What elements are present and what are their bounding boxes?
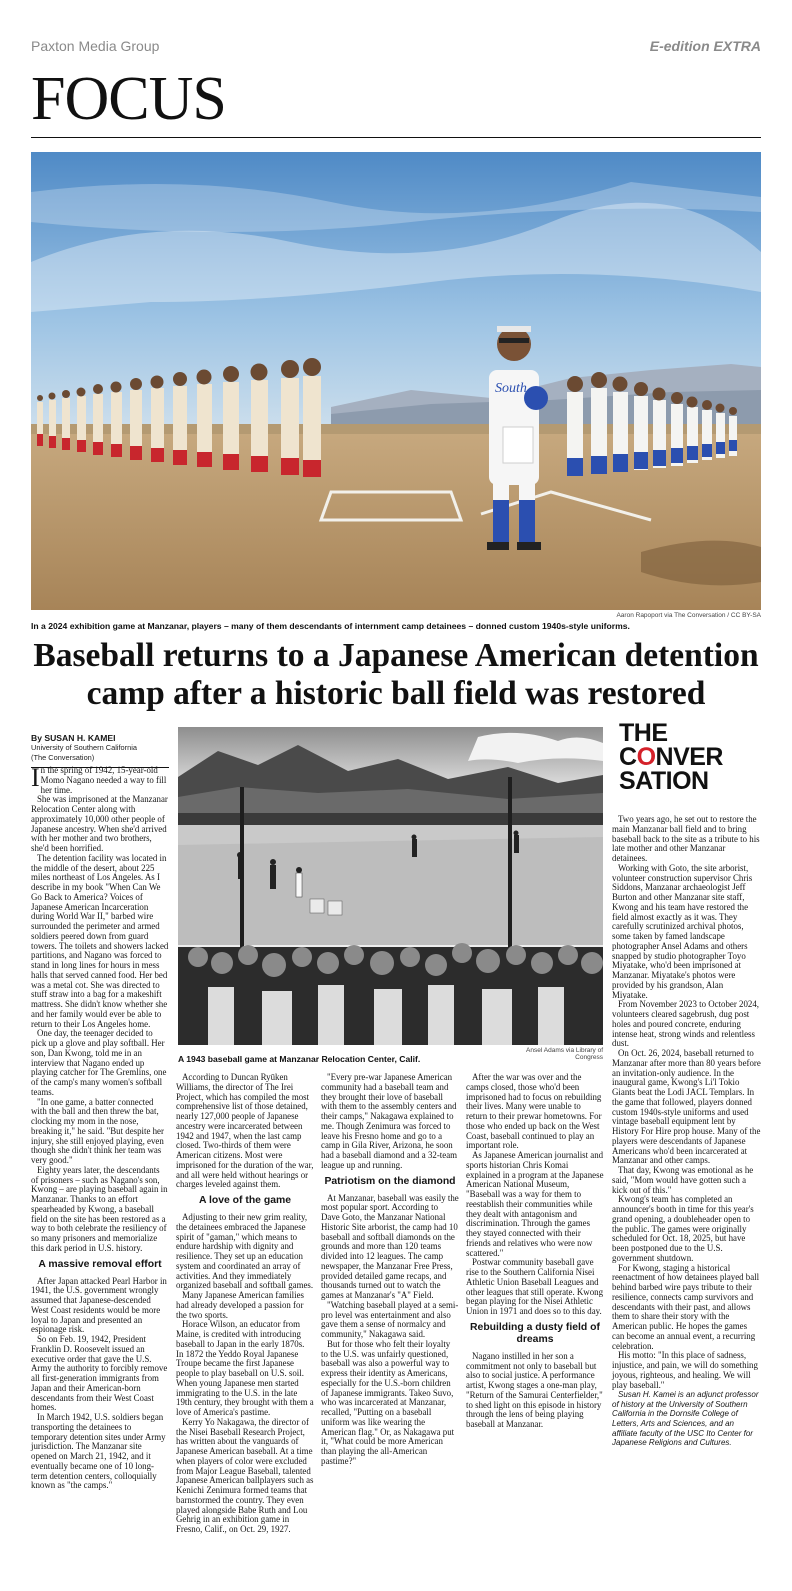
article-column-5 bbox=[612, 815, 761, 1448]
archival-photo-credit: Ansel Adams via Library of Congress bbox=[526, 1047, 603, 1061]
author-note: Susan H. Kamei is an adjunct professor of history at the University of Southern California in the Dornsife College of Letters, Arts and Sciences, and an affiliate faculty of the USC Ito Center for Japanese Religions and Cultures. bbox=[612, 1390, 759, 1448]
logo-line-3: SATION bbox=[619, 767, 709, 795]
masthead-rule bbox=[31, 137, 761, 138]
drop-cap: I bbox=[31, 763, 40, 792]
paragraph: Eighty years later, the descendants of prisoners – such as Nagano's son, Kwong – are playing baseball again in Manzanar. Thanks to an effort spearheaded by Kwong, a baseball field on the site has been restored as a way to both celebrate the resiliency of so many prisoners and memorialize this dark period in U.S. history. bbox=[31, 1164, 168, 1253]
archival-photo-illustration bbox=[178, 727, 603, 1045]
paragraph: "In one game, a batter connected with the ball and then threw the bat, clocking my mom in the nose, breaking it," he said. "But despite her injury, she still enjoyed playing, even though she didn't think her team was very good." bbox=[31, 1096, 164, 1165]
paragraph: After the war was over and the camps closed, those who'd been imprisoned had to focus on rebuilding their lives. Many were unable to return to their prewar hometowns. For those who ended up back on the West Coast, baseball continued to play an important role. bbox=[466, 1072, 602, 1151]
logo-line-2: CONVER bbox=[619, 743, 723, 771]
article-column-3 bbox=[321, 1073, 459, 1467]
publisher-name: Paxton Media Group bbox=[31, 38, 160, 54]
author-affiliation: University of Southern California bbox=[31, 743, 137, 752]
paragraph: At Manzanar, baseball was easily the most popular sport. According to Dave Goto, the Manzanar National Historic Site arborist, the camp had 10 baseball and softball diamonds on the grounds and more than 120 teams divided into 12 leagues. The camp newspaper, the Manzanar Free Press, provided detailed game recaps, and thousands turned out to watch the games at Manzanar's "A" Field. bbox=[321, 1192, 459, 1300]
byline bbox=[31, 733, 169, 763]
paragraph: She was imprisoned at the Manzanar Relocation Center along with approximately 10,000 other people of Japanese ancestry. When she'd arrived with her mother and two brothers, she'd been horrified. bbox=[31, 794, 168, 853]
paragraph: Kerry Yo Nakagawa, the director of the Nisei Baseball Research Project, has written about the vanguards of Japanese American baseball. At a time when players of color were excluded from Major League Baseball, talented Japanese American ballplayers such as Kenichi Zenimura formed teams that barnstormed the country. They even played alongside Babe Ruth and Lou Gehrig in an exhibition game in Fresno, Calif., on Oct. 29, 1927. bbox=[176, 1416, 314, 1534]
paragraph: Working with Goto, the site arborist, volunteer construction supervisor Chris Siddons, Manzanar archaeologist Jeff Burton and other Manzanar site staff, Kwong and his team have restored the field almost exactly as it was. They carefully scrutinized archival photos, some taken by famed landscape photographer Ansel Adams and others snapped by studio photographer Toyo Miyatake, who'd been imprisoned at Manzanar. Miyatake's photos were provided by his grandson, Alan Miyatake. bbox=[612, 862, 753, 1000]
source-attribution: (The Conversation) bbox=[31, 753, 95, 762]
paragraph: That day, Kwong was emotional as he said, "Mom would have gotten such a kick out of this." bbox=[612, 1165, 754, 1195]
paragraph: Kwong's team has completed an announcer's booth in time for this year's grand opening, a doubleheader open to the public. The games were originally scheduled for Oct. 18, 2025, but have been postponed due to the U.S. government shutdown. bbox=[612, 1194, 754, 1263]
paragraph: According to Duncan Ryūken Williams, the director of The Irei Project, which has compiled the most comprehensive list of those detained, nearly 127,000 people of Japanese ancestry were incarcerated between 1942 and 1947, when the last camp closed. Two-thirds of them were American citizens. Most were imprisoned for the duration of the war, and all were held without hearings or charges leveled against them. bbox=[176, 1072, 314, 1190]
paragraph: Adjusting to their new grim reality, the detainees embraced the Japanese spirit of "gaman," which means to endure hardship with dignity and resilience. They set up an education system and coordinated an array of activities. And they immediately organized baseball and softball games. bbox=[176, 1212, 314, 1291]
paragraph: So on Feb. 19, 1942, President Franklin D. Roosevelt issued an executive order that gave the U.S. Army the authority to forcibly remove all first-generation immigrants from Japan and their American-born descendants from their West Coast homes. bbox=[31, 1334, 168, 1413]
paragraph: Nagano instilled in her son a commitment not only to baseball but also to social justice. A performance artist, Kwong stages a one-man play, "Return of the Samurai Centerfielder," to shed light on this episode in history through the lens of being playing baseball at Manzanar. bbox=[466, 1350, 603, 1429]
hero-photo-caption: In a 2024 exhibition game at Manzanar, players – many of them descendants of internment camp detainees – donned custom 1940s-style uniforms. bbox=[31, 621, 630, 631]
paragraph: But for those who felt their loyalty to the U.S. was unfairly questioned, baseball was also a powerful way to express their identity as Americans, especially for the U.S.-born children of Japanese immigrants. Takeo Suvo, who was incarcerated at Manzanar, recalled, "Putting on a baseball uniform was like wearing the American flag." Or, as Nakagawa put it, "What could be more American than playing the all-American pastime?" bbox=[321, 1338, 455, 1466]
paragraph: For Kwong, staging a historical reenactment of how detainees played ball behind barbed wire pays tribute to their resilience, connects camp survivors and descendants with their past, and allows them to share their story with the American public. He hopes the games can become an annual event, a recurring celebration. bbox=[612, 1262, 760, 1351]
paragraph: "Every pre-war Japanese American community had a baseball team and they brought their love of baseball with them to the assembly centers and their camps," Nakagawa explained to me. Though Zenimura was forced to leave his Fresno home and go to a camp in Gila River, Arizona, he soon had a baseball diamond and a 32-team league up and running. bbox=[321, 1072, 458, 1170]
jersey-text: South bbox=[495, 381, 527, 396]
subhead-removal: A massive removal effort bbox=[38, 1258, 162, 1270]
subhead-rebuild: Rebuilding a dusty field of dreams bbox=[470, 1321, 600, 1345]
paragraph: "Watching baseball played at a semi-pro level was entertainment and also gave them a sense of normalcy and community," Nakagawa said. bbox=[321, 1299, 459, 1339]
author-name: By SUSAN H. KAMEI bbox=[31, 733, 116, 743]
the-conversation-logo bbox=[619, 721, 761, 793]
paragraph: Postwar community baseball gave rise to the Southern California Nisei Athletic Union Baseball Leagues and other leagues that still operate. Kwong began playing for the Nisei Athletic Union in 1971 and does so to this day. bbox=[466, 1257, 604, 1316]
article-column-4 bbox=[466, 1073, 604, 1430]
subhead-love: A love of the game bbox=[199, 1195, 291, 1206]
paragraph: Horace Wilson, an educator from Maine, is credited with introducing baseball to Japan in the early 1870s. In 1872 the Yeddo Royal Japanese Troupe became the first Japanese people to play baseball on U.S. soil. When young Japanese men started immigrating to the U.S. in the late 19th century, they brought with them a love of America's pastime. bbox=[176, 1319, 314, 1417]
hero-photo-illustration bbox=[31, 152, 761, 610]
paragraph: On Oct. 26, 2024, baseball returned to Manzanar after more than 80 years before an invitation-only audience. In the inaugural game, Kwong's Li'l Tokio Giants beat the Lodi JACL Templars. In the game that followed, players donned custom 1940s-style uniforms and used vintage baseball equipment lent by History For Hire prop house. Many of the players were descendants of Japanese Americans who'd been incarcerated at Manzanar and other camps. bbox=[612, 1048, 761, 1166]
logo-accent-o: O bbox=[636, 743, 656, 771]
logo-line-1: THE bbox=[619, 719, 668, 747]
subhead-patriotism: Patriotism on the diamond bbox=[324, 1175, 456, 1187]
paragraph: As Japanese American journalist and sports historian Chris Komai explained in a program at the Japanese American National Museum, "Baseball was a way for them to reestablish their communities while they dealt with antagonism and discrimination. Through the games they stayed connected with their friends and relatives who were now scattered." bbox=[466, 1150, 604, 1258]
paragraph: After Japan attacked Pearl Harbor in 1941, the U.S. government wrongly assumed that Japanese-descended West Coast residents would be more loyal to Japan and presented an espionage risk. bbox=[31, 1275, 167, 1335]
paragraph: From November 2023 to October 2024, volunteers cleared sagebrush, dug post holes and poured concrete, enduring intense heat, strong winds and relentless dust. bbox=[612, 999, 759, 1049]
paragraph: In March 1942, U.S. soldiers began transporting the detainees to temporary detention sites under Army jurisdiction. The Manzanar site opened on March 21, 1942, and it eventually became one of 10 long-term detention centers, colloquially known as "the camps." bbox=[31, 1412, 166, 1491]
hero-photo-credit: Aaron Rapoport via The Conversation / CC BY-SA bbox=[616, 612, 761, 619]
paragraph: In the spring of 1942, 15-year-old Momo Nagano needed a way to fill her time. bbox=[31, 763, 167, 795]
paragraph: One day, the teenager decided to pick up a glove and play softball. Her son, Dan Kwong, told me in an interview that Nagano ended up playing catcher for The Gremlins, one of the camp's many women's softball teams. bbox=[31, 1028, 167, 1097]
paragraph: His motto: "In this place of sadness, injustice, and pain, we will do something joyous, righteous, and healing. We will play baseball." bbox=[612, 1350, 758, 1390]
article-column-1 bbox=[31, 763, 169, 1491]
edition-label[interactable]: E-edition EXTRA bbox=[649, 38, 761, 54]
section-title: FOCUS bbox=[31, 65, 226, 133]
article-column-2 bbox=[176, 1073, 314, 1535]
paragraph: Many Japanese American families had already developed a passion for the two sports. bbox=[176, 1290, 304, 1320]
hero-photo bbox=[31, 152, 761, 610]
archival-photo-caption: A 1943 baseball game at Manzanar Relocation Center, Calif. bbox=[178, 1054, 421, 1064]
archival-photo bbox=[178, 727, 603, 1045]
paragraph: Two years ago, he set out to restore the main Manzanar ball field and to bring baseball back to the site as a tribute to his late mother and other Manzanar detainees. bbox=[612, 814, 760, 863]
article-headline: Baseball returns to a Japanese American detention camp after a historic ball field was restored bbox=[33, 637, 759, 712]
paragraph: The detention facility was located in the middle of the desert, about 225 miles northeast of Los Angeles. As I describe in my book "When Can We Go Back to America? Voices of Japanese American Incarceration during World War II," barbed wire surrounded the perimeter and armed soldiers peered down from guard towers. The toilets and showers lacked partitions, and Nagano was forced to stand in long lines for hours in mess halls that served canned food. Her bed was a metal cot. She was directed to stuff straw into a bag for a makeshift mattress. She didn't know whether she and her family would ever be able to return to their Los Angeles home. bbox=[31, 852, 169, 1029]
masthead bbox=[31, 38, 761, 58]
